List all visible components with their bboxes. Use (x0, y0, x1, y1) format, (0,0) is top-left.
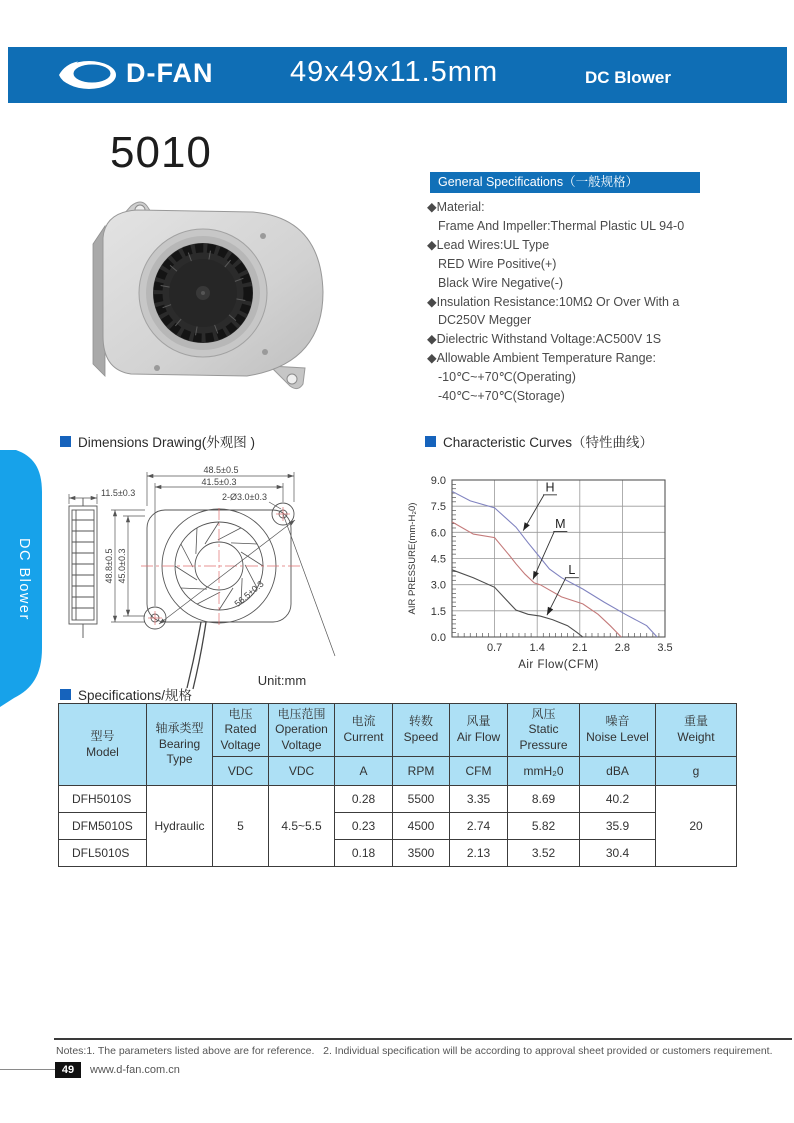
operation-voltage-cell: 4.5~5.5 (269, 786, 335, 867)
unit-cell: CFM (450, 757, 508, 786)
svg-text:2.1: 2.1 (572, 642, 588, 654)
spec-item: Black Wire Negative(-) (438, 275, 564, 290)
speed-cell: 4500 (393, 813, 450, 840)
svg-text:7.5: 7.5 (430, 501, 446, 514)
col-header-weight: 重量 Weight (656, 704, 737, 757)
unit-cell: VDC (213, 757, 269, 786)
specifications-table (58, 703, 737, 867)
blue-square-icon (60, 689, 71, 700)
dim-mounting-holes: 2-Ø3.0±0.3 (222, 492, 267, 502)
noise-cell: 35.9 (580, 813, 656, 840)
spec-item: Frame And Impeller:Thermal Plastic UL 94-0 (438, 218, 685, 233)
unit-cell: g (656, 757, 737, 786)
svg-text:AIR PRESSURE(mm-H₂0): AIR PRESSURE(mm-H₂0) (407, 502, 418, 615)
col-header-static-pressure: 风压 Static Pressure (508, 704, 580, 757)
model-cell: DFL5010S (59, 840, 147, 867)
curves-section-title (425, 431, 653, 451)
svg-text:1.4: 1.4 (529, 642, 545, 654)
air-flow-cell: 2.74 (450, 813, 508, 840)
static-pressure-cell: 3.52 (508, 840, 580, 867)
model-cell: DFH5010S (59, 786, 147, 813)
dim-overall-width: 48.5±0.5 (203, 465, 239, 475)
dim-overall-height: 48.8±0.5 (104, 548, 114, 584)
svg-text:Air Flow(CFM): Air Flow(CFM) (518, 659, 599, 671)
blue-square-icon (425, 436, 436, 447)
col-header-operation-voltage: 电压范围 Operation Voltage (269, 704, 335, 757)
svg-text:9.0: 9.0 (430, 475, 446, 487)
svg-text:0.7: 0.7 (486, 642, 503, 654)
current-cell: 0.18 (335, 840, 393, 867)
website-link[interactable]: www.d-fan.com.cn (90, 1064, 180, 1076)
svg-text:0.0: 0.0 (430, 632, 446, 644)
section-title-text: Specifications/规格 (78, 688, 193, 703)
svg-text:1.5: 1.5 (430, 605, 446, 618)
speed-cell: 3500 (393, 840, 450, 867)
air-flow-cell: 2.13 (450, 840, 508, 867)
col-header-model: 型号 Model (59, 704, 147, 786)
spec-table-title (60, 684, 192, 704)
noise-cell: 40.2 (580, 786, 656, 813)
spec-item: -40℃~+70℃(Storage) (438, 389, 565, 404)
air-flow-cell: 3.35 (450, 786, 508, 813)
blue-square-icon (60, 436, 71, 447)
unit-cell: RPM (393, 757, 450, 786)
model-cell: DFM5010S (59, 813, 147, 840)
svg-text:3.0: 3.0 (430, 579, 446, 592)
svg-text:M: M (555, 516, 566, 531)
unit-cell: A (335, 757, 393, 786)
rated-voltage-cell: 5 (213, 786, 269, 867)
spec-item: ◆Insulation Resistance:10MΩ Or Over With a (427, 294, 680, 309)
dim-hole-pitch-width: 41.5±0.3 (201, 477, 237, 487)
col-header-bearing: 轴承类型 Bearing Type (147, 704, 213, 786)
svg-text:2.8: 2.8 (614, 642, 631, 654)
spec-item: DC250V Megger (438, 313, 532, 328)
dimensions-section-title (60, 431, 255, 451)
model-heading: 5010 (110, 128, 212, 177)
svg-text:H: H (545, 480, 555, 495)
spec-item: ◆Lead Wires:UL Type (427, 237, 550, 252)
dim-thickness: 11.5±0.3 (101, 488, 136, 498)
col-header-noise: 噪音 Noise Level (580, 704, 656, 757)
section-title-text: Characteristic Curves（特性曲线） (443, 435, 654, 450)
section-title-text: Dimensions Drawing(外观图 ) (78, 435, 256, 450)
header-bar (8, 47, 787, 103)
side-tab-label: DC Blower (16, 537, 32, 621)
brand-name: D-FAN (126, 58, 214, 88)
col-header-speed: 转数 Speed (393, 704, 450, 757)
unit-cell: dBA (580, 757, 656, 786)
table-row (59, 786, 737, 813)
general-specs-title: General Specifications（一般规格） (430, 172, 700, 193)
bearing-cell: Hydraulic (147, 786, 213, 867)
unit-note: Unit:mm (257, 673, 307, 688)
product-photo (85, 196, 333, 394)
unit-cell: mmH₂0 (508, 757, 580, 786)
spec-item: -10℃~+70℃(Operating) (438, 370, 576, 385)
d-fan-logo-icon (58, 59, 120, 91)
svg-text:4.5: 4.5 (430, 553, 446, 566)
page-number-line (0, 1069, 55, 1070)
general-specs-list (427, 198, 757, 406)
dim-hole-pitch-height: 45.0±0.3 (117, 548, 127, 584)
page-number-badge: 49 (55, 1062, 81, 1078)
footer-rule (54, 1038, 792, 1040)
spec-item: ◆Material: (427, 200, 485, 214)
svg-text:6.0: 6.0 (430, 527, 446, 540)
dimensions-drawing (55, 460, 400, 695)
static-pressure-cell: 8.69 (508, 786, 580, 813)
page-title: 49x49x11.5mm (290, 56, 499, 88)
svg-text:L: L (568, 563, 576, 578)
spec-item: RED Wire Positive(+) (438, 256, 557, 271)
svg-text:3.5: 3.5 (657, 642, 673, 654)
product-type-label: DC Blower (585, 68, 671, 87)
col-header-current: 电流 Current (335, 704, 393, 757)
weight-cell: 20 (656, 786, 737, 867)
unit-cell: VDC (269, 757, 335, 786)
characteristic-curves-plot (405, 454, 685, 676)
noise-cell: 30.4 (580, 840, 656, 867)
dim-diagonal: 56.5±0.3 (232, 578, 266, 609)
spec-item: ◆Allowable Ambient Temperature Range: (427, 351, 656, 366)
footer-notes: Notes:1. The parameters listed above are for reference. 2. Individual specification will be according to approval sheet provided or customers requirement. (56, 1045, 773, 1057)
col-header-air-flow: 风量 Air Flow (450, 704, 508, 757)
spec-item: ◆Dielectric Withstand Voltage:AC500V 1S (427, 332, 662, 347)
current-cell: 0.28 (335, 786, 393, 813)
col-header-rated-voltage: 电压 Rated Voltage (213, 704, 269, 757)
current-cell: 0.23 (335, 813, 393, 840)
static-pressure-cell: 5.82 (508, 813, 580, 840)
speed-cell: 5500 (393, 786, 450, 813)
